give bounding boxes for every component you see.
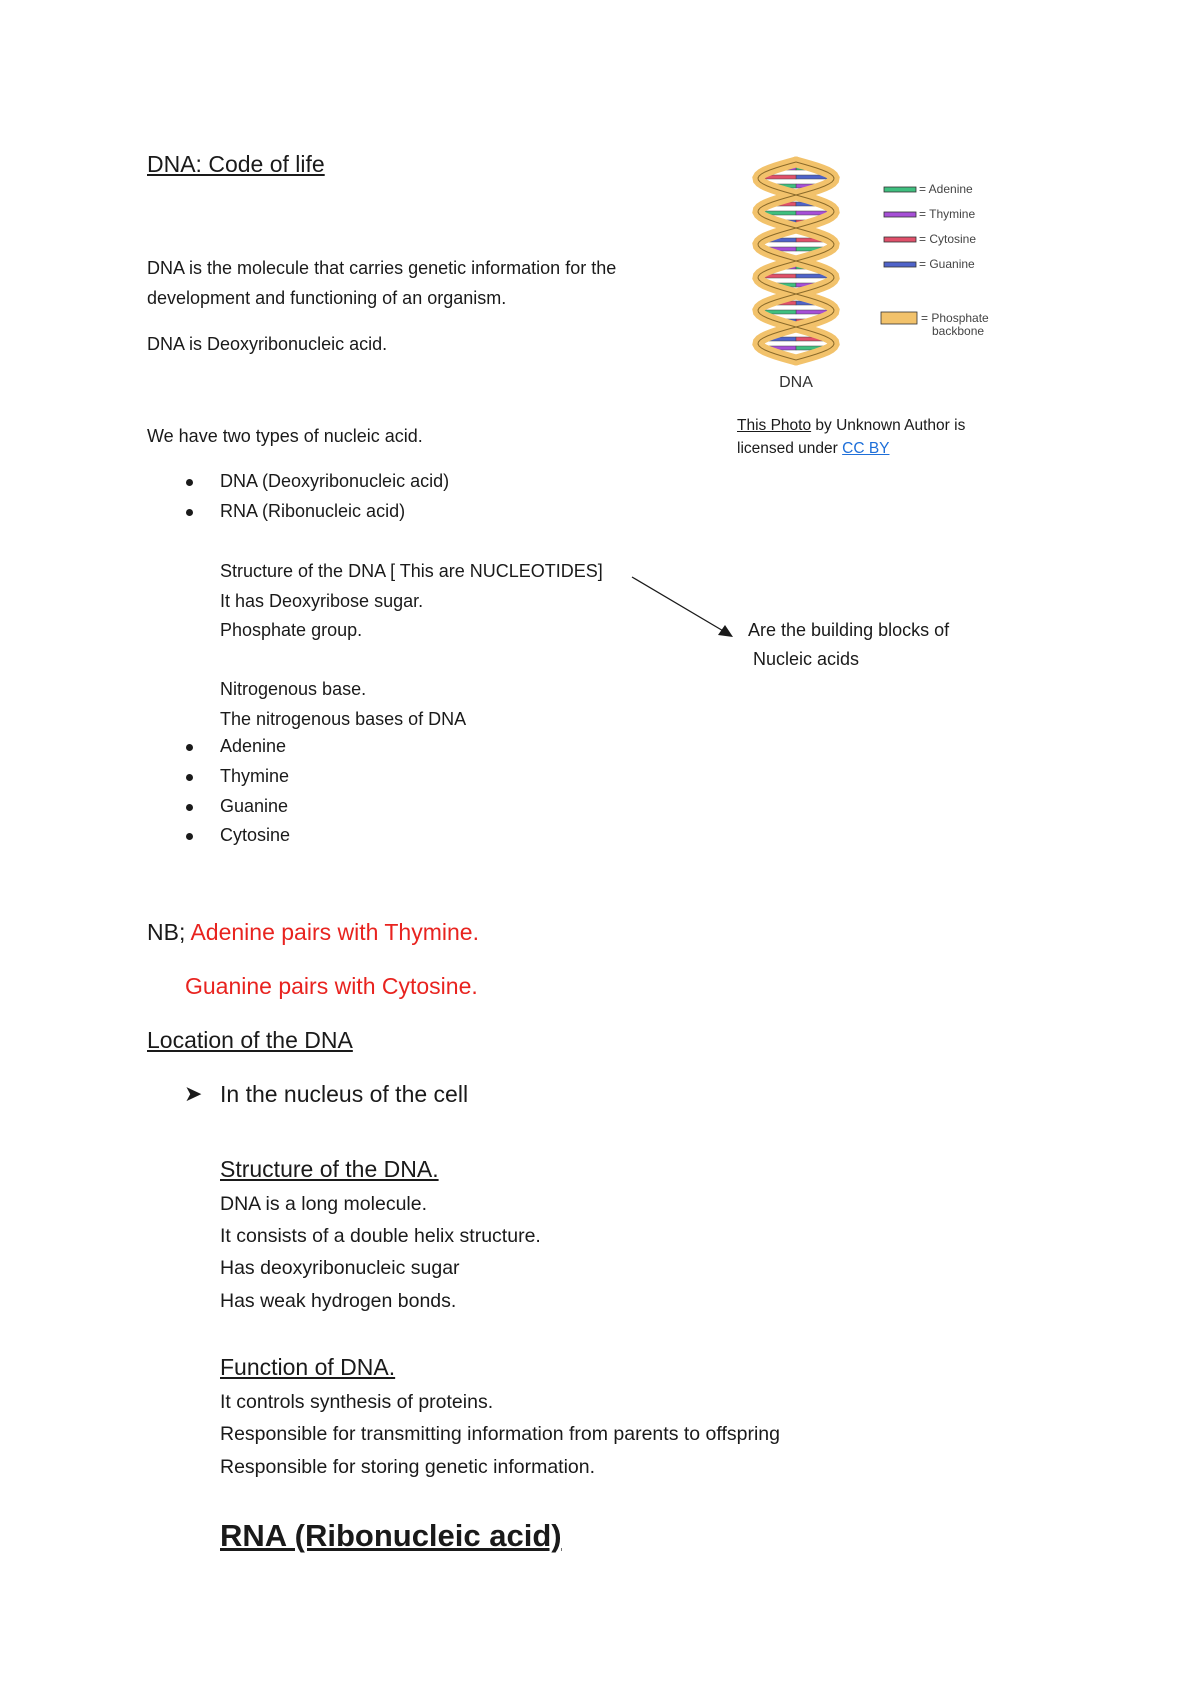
base-item-4: Cytosine bbox=[220, 825, 291, 845]
page-title: DNA: Code of life bbox=[147, 151, 325, 177]
bullet-icon bbox=[186, 804, 193, 811]
function-fact-2: Responsible for transmitting information from parents to offspring bbox=[220, 1423, 780, 1445]
location-item: In the nucleus of the cell bbox=[220, 1081, 469, 1107]
intro-line-2: development and functioning of an organism. bbox=[147, 288, 507, 308]
cytosine-swatch bbox=[884, 237, 916, 242]
structure-fact-3: Has deoxyribonucleic sugar bbox=[220, 1257, 460, 1279]
structure-heading: Structure of the DNA. bbox=[220, 1156, 439, 1182]
photo-caption-line-1 bbox=[737, 414, 965, 437]
backbone-swatch bbox=[881, 312, 917, 324]
bullet-icon bbox=[186, 833, 193, 840]
nb-prefix: NB; bbox=[147, 919, 191, 945]
bullet-icon bbox=[186, 509, 193, 516]
caption-author: by Unknown Author is bbox=[811, 417, 966, 434]
bullet-icon bbox=[186, 479, 193, 486]
annotation-line-2: Nucleic acids bbox=[753, 649, 860, 669]
structure-fact-2: It consists of a double helix structure. bbox=[220, 1225, 541, 1247]
function-fact-3: Responsible for storing genetic information. bbox=[220, 1456, 596, 1478]
legend-thymine: = Thymine bbox=[919, 207, 976, 221]
types-item-2: RNA (Ribonucleic acid) bbox=[220, 501, 406, 521]
annotation-line-1: Are the building blocks of bbox=[748, 620, 950, 640]
legend-adenine: = Adenine bbox=[919, 182, 973, 196]
adenine-swatch bbox=[884, 187, 916, 192]
base-item-2: Thymine bbox=[220, 766, 290, 786]
types-heading: We have two types of nucleic acid. bbox=[147, 426, 423, 446]
function-heading: Function of DNA. bbox=[220, 1354, 396, 1380]
nb-pair-2: Guanine pairs with Cytosine. bbox=[185, 973, 478, 999]
structure-line-1: Structure of the DNA [ This are NUCLEOTIDES] bbox=[220, 561, 603, 581]
legend-backbone-2: backbone bbox=[932, 324, 985, 338]
legend-cytosine: = Cytosine bbox=[919, 232, 977, 246]
photo-caption-line-2 bbox=[737, 437, 890, 460]
structure-fact-1: DNA is a long molecule. bbox=[220, 1193, 428, 1215]
structure-line-2: It has Deoxyribose sugar. bbox=[220, 591, 424, 611]
caption-license-prefix: licensed under bbox=[737, 440, 843, 457]
legend-backbone-1: = Phosphate bbox=[921, 311, 989, 325]
legend-guanine: = Guanine bbox=[919, 257, 975, 271]
thymine-swatch bbox=[884, 212, 916, 217]
nb-line-1 bbox=[147, 919, 479, 946]
nb-pair-1: Adenine pairs with Thymine. bbox=[190, 919, 479, 945]
figure-label: DNA bbox=[779, 374, 813, 391]
base-item-3: Guanine bbox=[220, 796, 289, 816]
intro-line-3: DNA is Deoxyribonucleic acid. bbox=[147, 334, 388, 354]
bullet-icon bbox=[186, 774, 193, 781]
function-fact-1: It controls synthesis of proteins. bbox=[220, 1391, 494, 1413]
chevron-right-icon: ➤ bbox=[184, 1081, 203, 1106]
structure-line-5: The nitrogenous bases of DNA bbox=[220, 709, 467, 729]
license-link[interactable]: CC BY bbox=[842, 440, 890, 457]
guanine-swatch bbox=[884, 262, 916, 267]
structure-fact-4: Has weak hydrogen bonds. bbox=[220, 1290, 457, 1312]
bullet-icon bbox=[186, 744, 193, 751]
intro-line-1: DNA is the molecule that carries genetic information for the bbox=[147, 258, 617, 278]
structure-line-3: Phosphate group. bbox=[220, 620, 363, 640]
base-item-1: Adenine bbox=[220, 736, 287, 756]
structure-line-4: Nitrogenous base. bbox=[220, 679, 367, 699]
arrow-icon bbox=[630, 575, 740, 645]
dna-helix-image bbox=[740, 150, 1010, 400]
location-heading: Location of the DNA bbox=[147, 1027, 353, 1053]
rna-heading: RNA (Ribonucleic acid) bbox=[220, 1518, 562, 1553]
photo-link[interactable]: This Photo bbox=[737, 417, 812, 434]
types-item-1: DNA (Deoxyribonucleic acid) bbox=[220, 471, 450, 491]
